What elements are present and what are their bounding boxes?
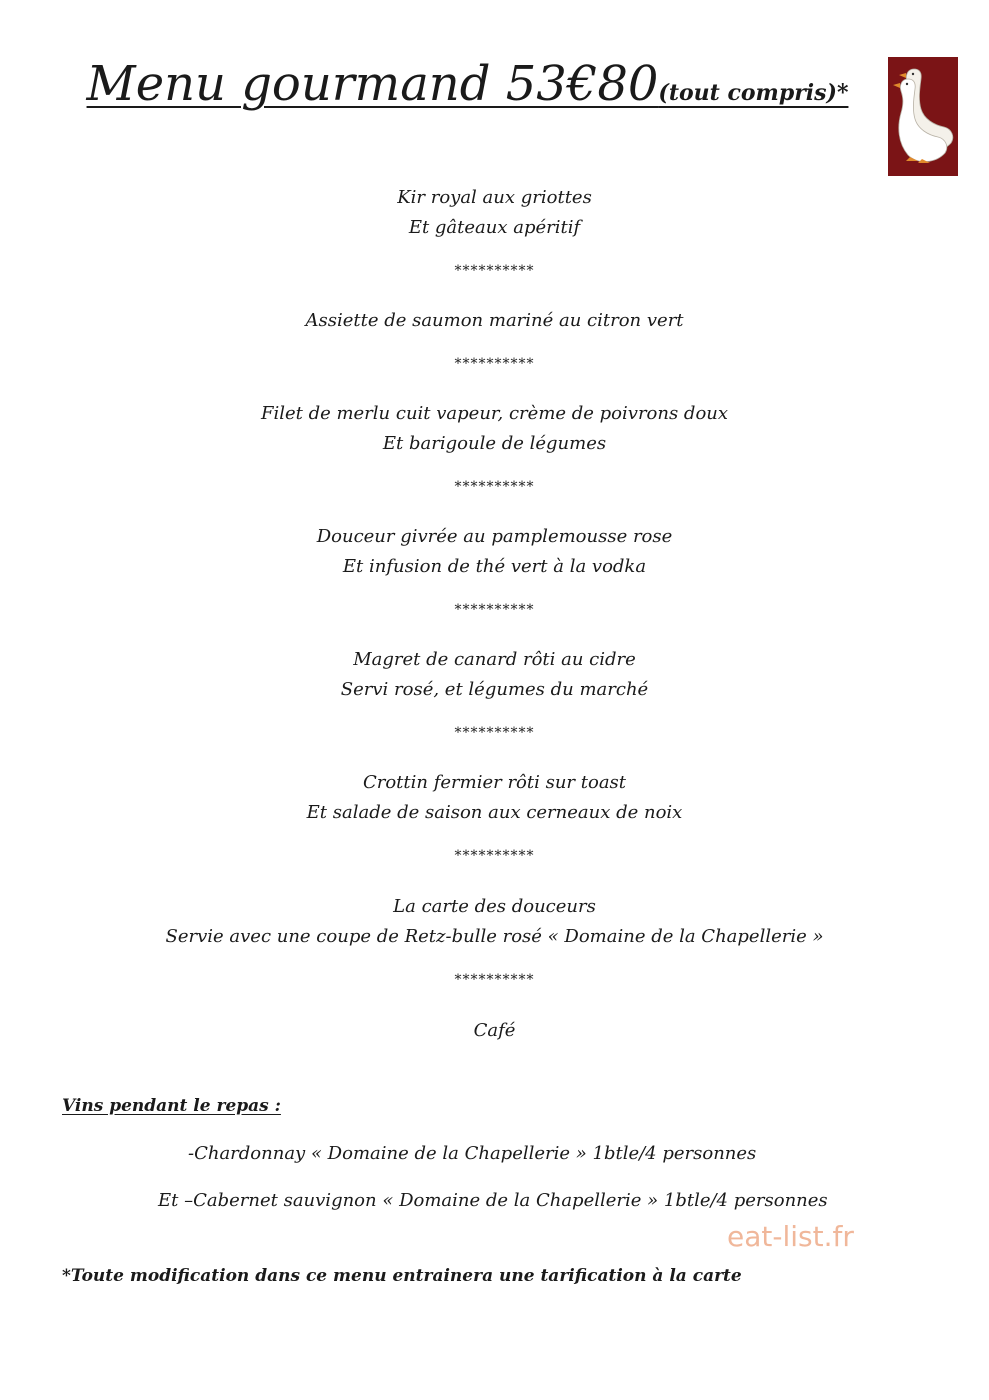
menu-title-subtitle: (tout compris)*: [658, 80, 849, 106]
course-line: Servi rosé, et légumes du marché: [340, 679, 649, 700]
course-fish: [0, 399, 989, 459]
course-line: Et salade de saison aux cerneaux de noix: [306, 802, 683, 823]
course-line: Et gâteaux apéritif: [408, 217, 581, 238]
course-line: Crottin fermier rôti sur toast: [362, 772, 627, 793]
separator: **********: [454, 725, 535, 741]
course-dessert: [0, 892, 989, 952]
course-starter: [0, 306, 989, 336]
geese-icon: [888, 57, 958, 176]
course-coffee: [0, 1016, 989, 1046]
wine-item-chardonnay: -Chardonnay « Domaine de la Chapellerie » 1btle/4 personnes: [188, 1143, 757, 1164]
wine-item-cabernet: Et –Cabernet sauvignon « Domaine de la Chapellerie » 1btle/4 personnes: [158, 1190, 828, 1211]
separator: **********: [454, 263, 535, 279]
menu-title: [0, 56, 935, 112]
separator: **********: [454, 972, 535, 988]
course-main: [0, 645, 989, 705]
course-cheese: [0, 768, 989, 828]
footnote: *Toute modification dans ce menu entrainera une tarification à la carte: [62, 1266, 742, 1286]
course-aperitif: [0, 183, 989, 243]
course-line: Douceur givrée au pamplemousse rose: [316, 526, 673, 547]
separator: **********: [454, 848, 535, 864]
menu-title-main: Menu gourmand 53€80: [86, 56, 659, 112]
course-line: Café: [473, 1020, 516, 1041]
course-line: Servie avec une coupe de Retz-bulle rosé « Domaine de la Chapellerie »: [165, 926, 824, 947]
course-sorbet: [0, 522, 989, 582]
course-line: Et infusion de thé vert à la vodka: [342, 556, 647, 577]
separator: **********: [454, 356, 535, 372]
wines-heading: Vins pendant le repas :: [62, 1096, 281, 1116]
course-line: Kir royal aux griottes: [397, 187, 592, 208]
course-line: Filet de merlu cuit vapeur, crème de poivrons doux: [260, 403, 729, 424]
restaurant-logo: [888, 57, 958, 176]
course-line: Et barigoule de légumes: [382, 433, 607, 454]
course-line: Magret de canard rôti au cidre: [353, 649, 636, 670]
course-line: Assiette de saumon mariné au citron vert: [305, 310, 684, 331]
separator: **********: [454, 479, 535, 495]
course-line: La carte des douceurs: [393, 896, 596, 917]
watermark: eat-list.fr: [727, 1220, 854, 1253]
separator: **********: [454, 602, 535, 618]
